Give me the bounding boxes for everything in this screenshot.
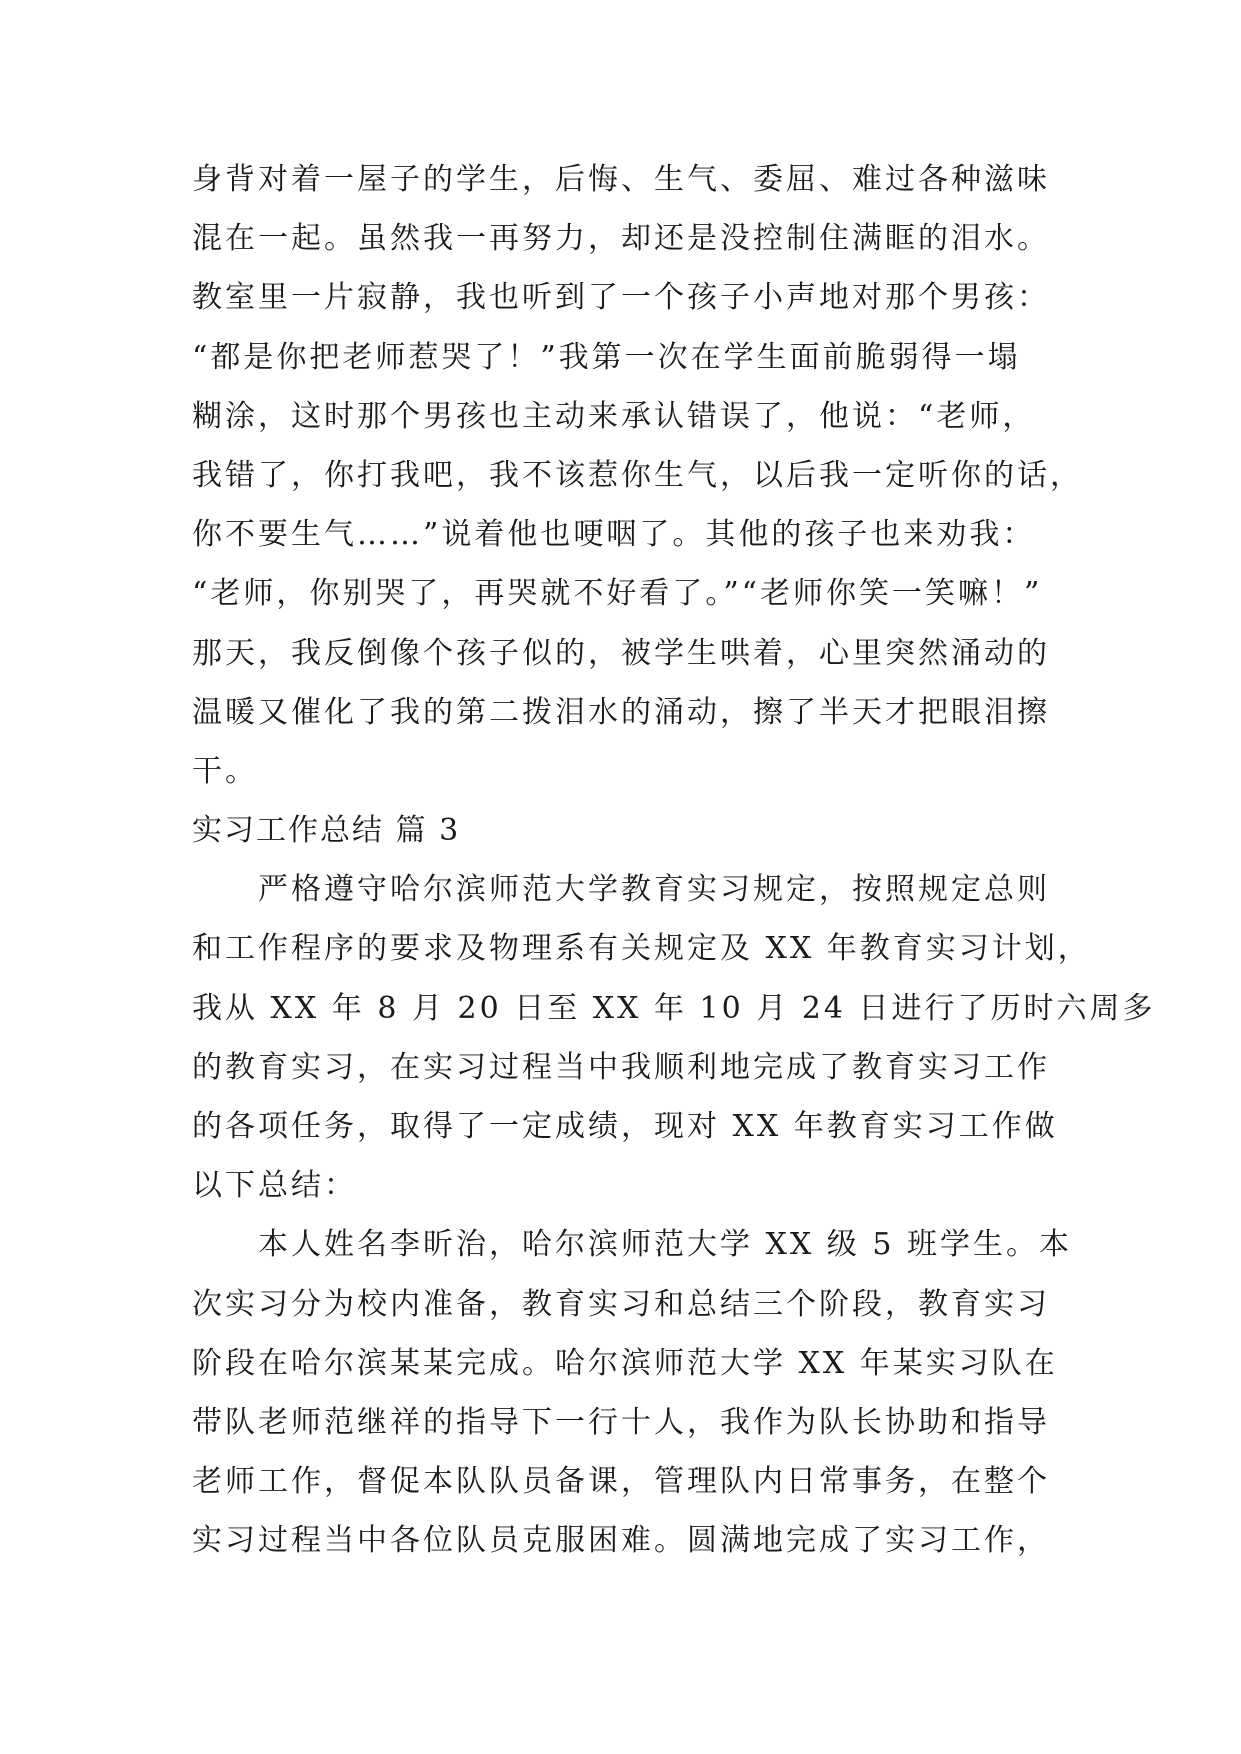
text-line: 实习过程当中各位队员克服困难。圆满地完成了实习工作， — [192, 1523, 1050, 1559]
document-body — [192, 150, 1156, 1571]
text-line: 混在一起。虽然我一再努力，却还是没控制住满眶的泪水。 — [192, 221, 1050, 257]
text-line: 的各项任务，取得了一定成绩，现对 XX 年教育实习工作做 — [192, 1109, 1058, 1144]
text-line: 教室里一片寂静，我也听到了一个孩子小声地对那个男孩： — [192, 280, 1050, 316]
text-line: 那天，我反倒像个孩子似的，被学生哄着，心里突然涌动的 — [192, 635, 1050, 671]
text-line: 我错了，你打我吧，我不该惹你生气，以后我一定听你的话， — [192, 457, 1083, 493]
text-line: 干。 — [192, 753, 258, 789]
text-line: 身背对着一屋子的学生，后悔、生气、委屈、难过各种滋味 — [192, 162, 1050, 197]
text-line: 和工作程序的要求及物理系有关规定及 XX 年教育实习计划， — [192, 931, 1091, 967]
text-line: “都是你把老师惹哭了！”我第一次在学生面前脆弱得一塌 — [192, 339, 1021, 375]
text-line: 次实习分为校内准备，教育实习和总结三个阶段，教育实习 — [192, 1286, 1050, 1322]
text-line: 严格遵守哈尔滨师范大学教育实习规定，按照规定总则 — [258, 872, 1050, 908]
text-line: 带队老师范继祥的指导下一行十人，我作为队长协助和指导 — [192, 1404, 1050, 1440]
text-line: 我从 XX 年 8 月 20 日至 XX 年 10 月 24 日进行了历时六周多 — [192, 990, 1156, 1026]
text-line: 本人姓名李昕治，哈尔滨师范大学 XX 级 5 班学生。本 — [258, 1227, 1072, 1263]
text-line: 阶段在哈尔滨某某完成。哈尔滨师范大学 XX 年某实习队在 — [192, 1345, 1058, 1381]
section-heading: 实习工作总结 篇 3 — [192, 813, 461, 849]
text-line: 温暖又催化了我的第二拨泪水的涌动，擦了半天才把眼泪擦 — [192, 694, 1050, 730]
text-line: “老师，你别哭了，再哭就不好看了。”“老师你笑一笑嘛！” — [192, 576, 1043, 612]
text-line: 你不要生气……”说着他也哽咽了。其他的孩子也来劝我： — [192, 517, 1036, 553]
text-line: 糊涂，这时那个男孩也主动来承认错误了，他说：“老师， — [192, 398, 1036, 434]
text-line: 以下总结： — [192, 1168, 357, 1204]
text-line: 老师工作，督促本队队员备课，管理队内日常事务，在整个 — [192, 1464, 1050, 1500]
text-line: 的教育实习，在实习过程当中我顺利地完成了教育实习工作 — [192, 1049, 1050, 1085]
